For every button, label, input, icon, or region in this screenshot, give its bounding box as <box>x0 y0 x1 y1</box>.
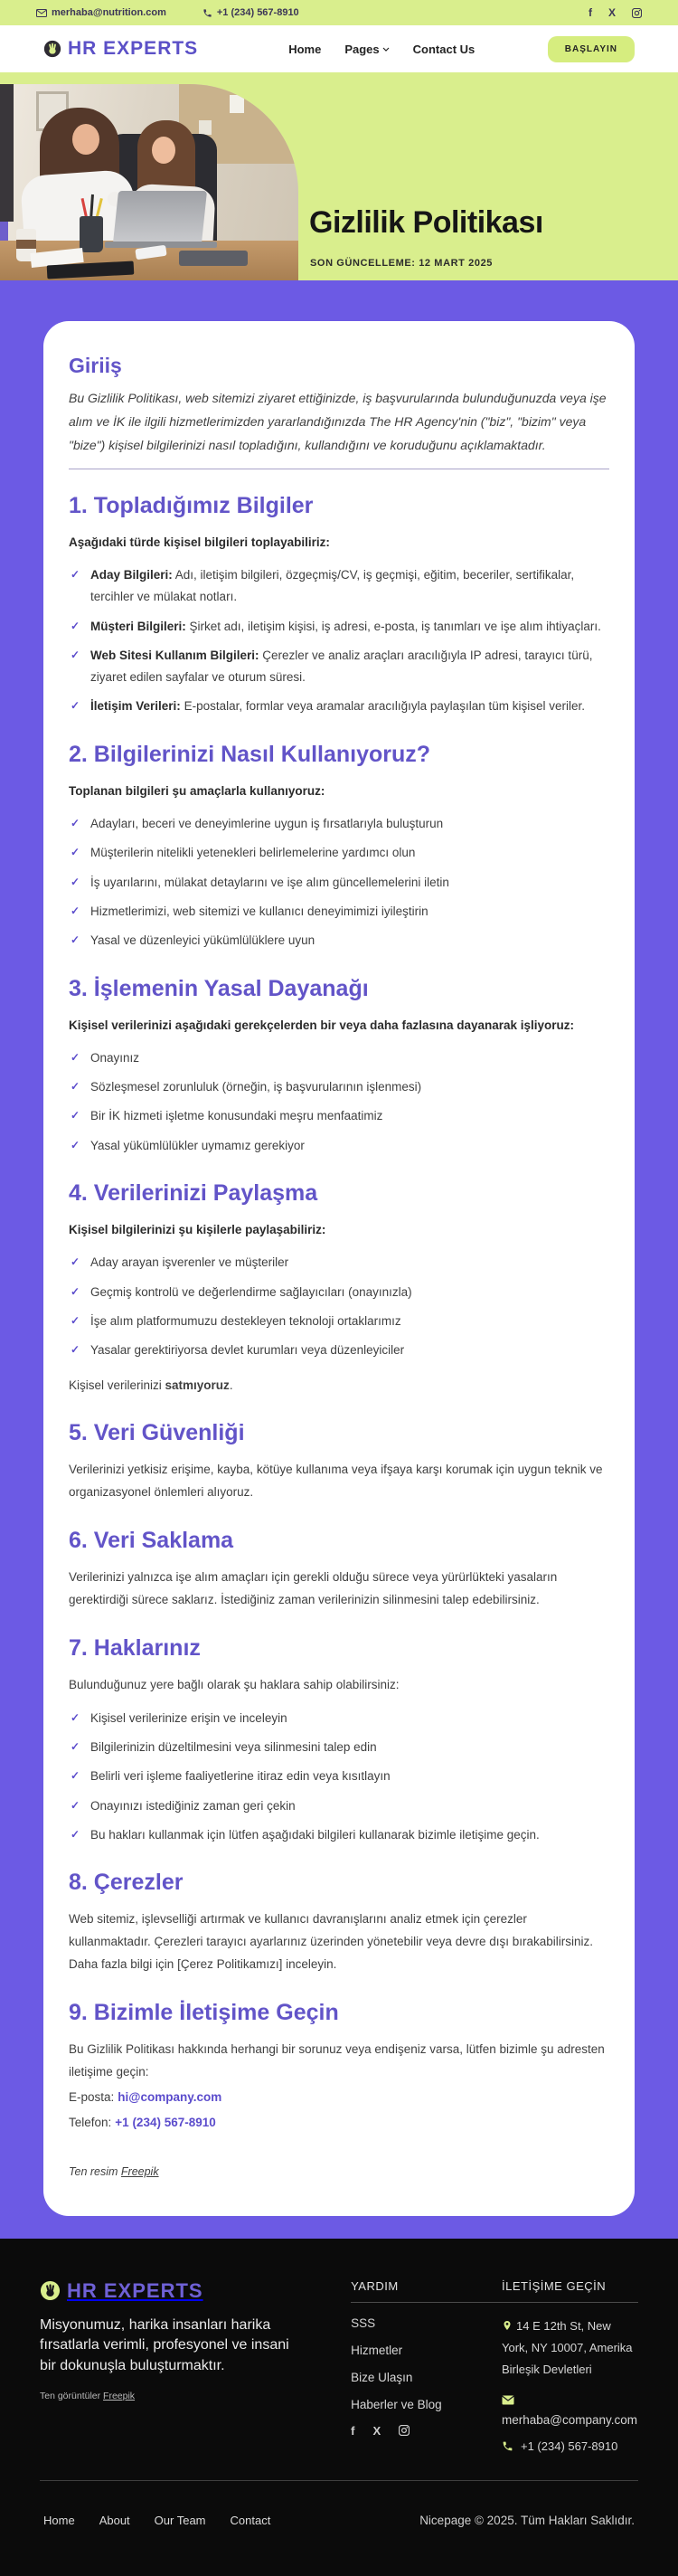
footer-brand-column <box>40 2279 300 2401</box>
section-lead: Kişisel bilgilerinizi şu kişilerle paylaşabiliriz: <box>69 1223 326 1237</box>
footer-help-links <box>351 2316 502 2413</box>
brand-name: HR EXPERTS <box>68 38 199 59</box>
x-twitter-icon[interactable]: X <box>372 2423 381 2438</box>
list-item: ✓ Bir İK hizmeti işletme konusundaki meşru menfaatimiz <box>69 1105 609 1127</box>
policy-card <box>43 321 635 2216</box>
footer-socials <box>351 2424 502 2438</box>
footer-brand-logo[interactable] <box>40 2279 300 2303</box>
policy-section <box>69 493 609 718</box>
footer-link-sss[interactable]: SSS <box>351 2316 376 2330</box>
list-item: ✓ Onayınız <box>69 1047 609 1069</box>
intro-text: Bu Gizlilik Politikası, web sitemizi ziyaret ettiğinizde, iş başvurularında bulunduğunuzda veya işe alım ve İK ile ilgili hizmetlerimizden yararlandığınızda The HR Agency'nin ("biz", "bizim" veya "bize") kişisel bilgilerinizi nasıl topladığını, kullandığını ve koruduğunu açıklamaktadır. <box>69 391 607 452</box>
instagram-icon[interactable] <box>399 2424 410 2438</box>
list-item: ✓ Hizmetlerimizi, web sitemizi ve kullanıcı deneyimimizi iyileştirin <box>69 901 609 923</box>
list-item: ✓ İşe alım platformumuzu destekleyen teknoloji ortaklarımız <box>69 1311 609 1332</box>
section-title: 5. Veri Güvenliği <box>69 1420 245 1446</box>
list-item: ✓ Yasal ve düzenleyici yükümlülüklere uyun <box>69 930 609 952</box>
phone-icon <box>202 8 212 18</box>
footer-phone-link[interactable]: +1 (234) 567-8910 <box>502 2439 638 2453</box>
nav-home[interactable]: Home <box>288 42 322 56</box>
section-title: 4. Verilerinizi Paylaşma <box>69 1180 318 1207</box>
footer-brand-name: HR EXPERTS <box>67 2278 203 2302</box>
nav-pages[interactable]: Pages <box>344 43 389 56</box>
section-title: 3. İşlemenin Yasal Dayanağı <box>69 975 369 1001</box>
footer-mission: Misyonumuz, harika insanları harika fırsatlarla verimli, profesyonel ve insani bir dokunuşla buluşturmaktır. <box>40 2316 289 2373</box>
footer-link-hizmetler[interactable]: Hizmetler <box>351 2343 403 2357</box>
brand-logo[interactable] <box>43 38 198 60</box>
envelope-icon <box>36 9 47 17</box>
get-started-button[interactable]: BAŞLAYIN <box>548 36 635 62</box>
topbar-socials <box>589 6 642 19</box>
footer-contact-column <box>502 2279 638 2453</box>
policy-section <box>69 2000 609 2135</box>
freepik-link[interactable]: Freepik <box>103 2391 136 2402</box>
section-title: 2. Bilgilerinizi Nasıl Kullanıyoruz? <box>69 741 431 767</box>
location-pin-icon <box>502 2319 513 2332</box>
section-lead: Bulunduğunuz yere bağlı olarak şu haklara sahip olabilirsiniz: <box>69 1678 400 1692</box>
copyright: Nicepage © 2025. Tüm Hakları Saklıdır. <box>419 2514 635 2528</box>
list-item: ✓ Onayınızı istediğiniz zaman geri çekin <box>69 1795 609 1817</box>
envelope-icon <box>502 2393 638 2410</box>
freepik-link[interactable]: Freepik <box>120 2164 159 2178</box>
nav-contact-us[interactable]: Contact Us <box>412 42 476 56</box>
contact-phone-link[interactable]: +1 (234) 567-8910 <box>115 2115 216 2129</box>
x-twitter-icon[interactable]: X <box>607 6 616 19</box>
bullet-list <box>69 1252 609 1361</box>
footer-link-haberler[interactable]: Haberler ve Blog <box>351 2397 442 2411</box>
chevron-down-icon <box>382 47 390 52</box>
image-credit: Ten resim Freepik <box>69 2164 159 2178</box>
footer-help-title: YARDIM <box>351 2278 399 2293</box>
footer <box>0 2239 678 2576</box>
header <box>0 25 678 72</box>
facebook-icon[interactable]: f <box>351 2423 355 2438</box>
section-lead: Aşağıdaki türde kişisel bilgileri toplayabiliriz: <box>69 535 330 549</box>
footer-email-link[interactable]: merhaba@company.com <box>502 2413 638 2428</box>
hero-photo <box>0 84 298 280</box>
policy-section <box>69 1635 609 1846</box>
no-sell-note: Kişisel verilerinizi satmıyoruz. <box>69 1378 233 1392</box>
instagram-icon[interactable] <box>632 8 642 18</box>
list-item: ✓ İş uyarılarını, mülakat detaylarını ve işe alım güncellemelerini iletin <box>69 872 609 894</box>
section-lead: Toplanan bilgileri şu amaçlarla kullanıyoruz: <box>69 783 325 798</box>
bottom-link-about[interactable]: About <box>99 2514 130 2528</box>
topbar-phone-link[interactable] <box>202 7 299 18</box>
contact-email-link[interactable]: hi@company.com <box>118 2089 222 2104</box>
section-title: 6. Veri Saklama <box>69 1528 234 1554</box>
logo-icon <box>43 40 61 58</box>
section-paragraph: Web sitemiz, işlevselliği artırmak ve kullanıcı davranışlarını analiz etmek için çerezler kullanmaktadır. Çerezleri tarayıcı ayarlarınız üzerinden yönetebilir veya devre dışı bırakabilirsiniz. Daha fazla bilgi için [Çerez Politikamızı] inceleyin. <box>69 1912 594 1972</box>
last-updated: SON GÜNCELLEME: 12 MART 2025 <box>310 258 494 269</box>
list-item: ✓ Sözleşmesel zorunluluk (örneğin, iş başvurularının işlenmesi) <box>69 1076 609 1098</box>
list-item: ✓ Yasalar gerektiriyorsa devlet kurumları veya düzenleyiciler <box>69 1340 609 1361</box>
list-item: ✓ Müşterilerin nitelikli yetenekleri belirlemelerine yardımcı olun <box>69 842 609 864</box>
bullet-list <box>69 813 609 952</box>
bullet-list <box>69 1708 609 1846</box>
list-item: ✓ Kişisel verilerinize erişin ve inceleyin <box>69 1708 609 1729</box>
bottom-link-contact[interactable]: Contact <box>230 2514 271 2528</box>
contact-email-line: E-posta: hi@company.com <box>69 2089 222 2104</box>
footer-address: 14 E 12th St, New York, NY 10007, Amerika Birleşik Devletleri <box>502 2318 633 2376</box>
topbar-email: merhaba@nutrition.com <box>52 7 166 18</box>
section-paragraph: Verilerinizi yetkisiz erişime, kayba, kötüye kullanıma veya ifşaya karşı korumak için uygun teknik ve organizasyonel önlemleri alıyoruz. <box>69 1463 603 1500</box>
policy-section <box>69 1180 609 1397</box>
policy-section <box>69 1870 609 1976</box>
list-item: ✓ Bilgilerinizin düzeltilmesini veya silinmesini talep edin <box>69 1737 609 1758</box>
section-title: 1. Topladığımız Bilgiler <box>69 492 314 518</box>
facebook-icon[interactable]: f <box>588 6 592 19</box>
list-item: ✓ Belirli veri işleme faaliyetlerine itiraz edin veya kısıtlayın <box>69 1766 609 1787</box>
footer-bottom-links <box>43 2514 270 2527</box>
section-title: 7. Haklarınız <box>69 1635 201 1662</box>
footer-image-credit: Ten görüntüler Freepik <box>40 2391 136 2402</box>
list-item: ✓ Adayları, beceri ve deneyimlerine uygun iş fırsatlarıyla buluşturun <box>69 813 609 835</box>
list-item: ✓ Aday Bilgileri: Adı, iletişim bilgileri, özgeçmiş/CV, iş geçmişi, eğitim, beceriler, sertifikalar, tercihler ve mülakat notları. <box>69 564 609 609</box>
main-section <box>0 280 678 2239</box>
topbar-phone: +1 (234) 567-8910 <box>216 7 299 18</box>
divider <box>502 2302 638 2303</box>
policy-section <box>69 1528 609 1612</box>
bullet-list <box>69 564 609 718</box>
footer-help-column <box>351 2279 502 2438</box>
footer-columns <box>40 2279 638 2453</box>
intro-title: Giriiş <box>69 354 122 377</box>
footer-bottom-bar <box>40 2480 638 2576</box>
top-bar <box>0 0 678 25</box>
bullet-list <box>69 1047 609 1157</box>
section-title: 9. Bizimle İletişime Geçin <box>69 2000 339 2026</box>
hero-section <box>0 72 678 280</box>
list-item: ✓ Aday arayan işverenler ve müşteriler <box>69 1252 609 1274</box>
footer-link-bize-ulasin[interactable]: Bize Ulaşın <box>351 2370 413 2384</box>
section-lead: Kişisel verilerinizi aşağıdaki gerekçelerden bir veya daha fazlasına dayanarak işliyoruz: <box>69 1018 575 1032</box>
divider <box>351 2302 502 2303</box>
main-nav <box>288 43 475 56</box>
list-item: ✓ Müşteri Bilgileri: Şirket adı, iletişim kişisi, iş adresi, e-posta, iş tanımları ve işe alım ihtiyaçları. <box>69 616 609 638</box>
list-item: ✓ Yasal yükümlülükler uymamız gerekiyor <box>69 1135 609 1157</box>
contact-phone-line: Telefon: +1 (234) 567-8910 <box>69 2115 216 2129</box>
logo-icon <box>40 2280 61 2301</box>
list-item: ✓ Bu hakları kullanmak için lütfen aşağıdaki bilgileri kullanarak bizimle iletişime geçin. <box>69 1824 609 1846</box>
list-item: ✓ Web Sitesi Kullanım Bilgileri: Çerezler ve analiz araçları aracılığıyla IP adresi, tarayıcı türü, ziyaret edilen sayfalar ve oturum süresi. <box>69 645 609 689</box>
policy-section <box>69 1420 609 1504</box>
section-paragraph: Bu Gizlilik Politikası hakkında herhangi bir sorunuz veya endişeniz varsa, lütfen bizimle şu adresten iletişime geçin: <box>69 2042 605 2079</box>
topbar-email-link[interactable] <box>36 7 166 18</box>
page-title: Gizlilik Politikası <box>309 205 543 240</box>
bottom-link-home[interactable]: Home <box>43 2514 75 2528</box>
list-item: ✓ Geçmiş kontrolü ve değerlendirme sağlayıcıları (onayınızla) <box>69 1282 609 1303</box>
footer-contact-title: İLETİŞİME GEÇİN <box>502 2278 607 2293</box>
section-title: 8. Çerezler <box>69 1870 184 1896</box>
section-paragraph: Verilerinizi yalnızca işe alım amaçları için gerekli olduğu sürece veya yürürlükteki yasaların gerektirdiği sürece saklarız. İstediğiniz zaman verilerinizin silinmesini talep edebilirsiniz. <box>69 1570 558 1607</box>
list-item: ✓ İletişim Verileri: E-postalar, formlar veya aramalar aracılığıyla paylaşılan tüm kişisel veriler. <box>69 696 609 717</box>
phone-icon <box>502 2440 513 2452</box>
policy-section <box>69 976 609 1157</box>
policy-section <box>69 742 609 952</box>
bottom-link-our-team[interactable]: Our Team <box>154 2514 206 2528</box>
